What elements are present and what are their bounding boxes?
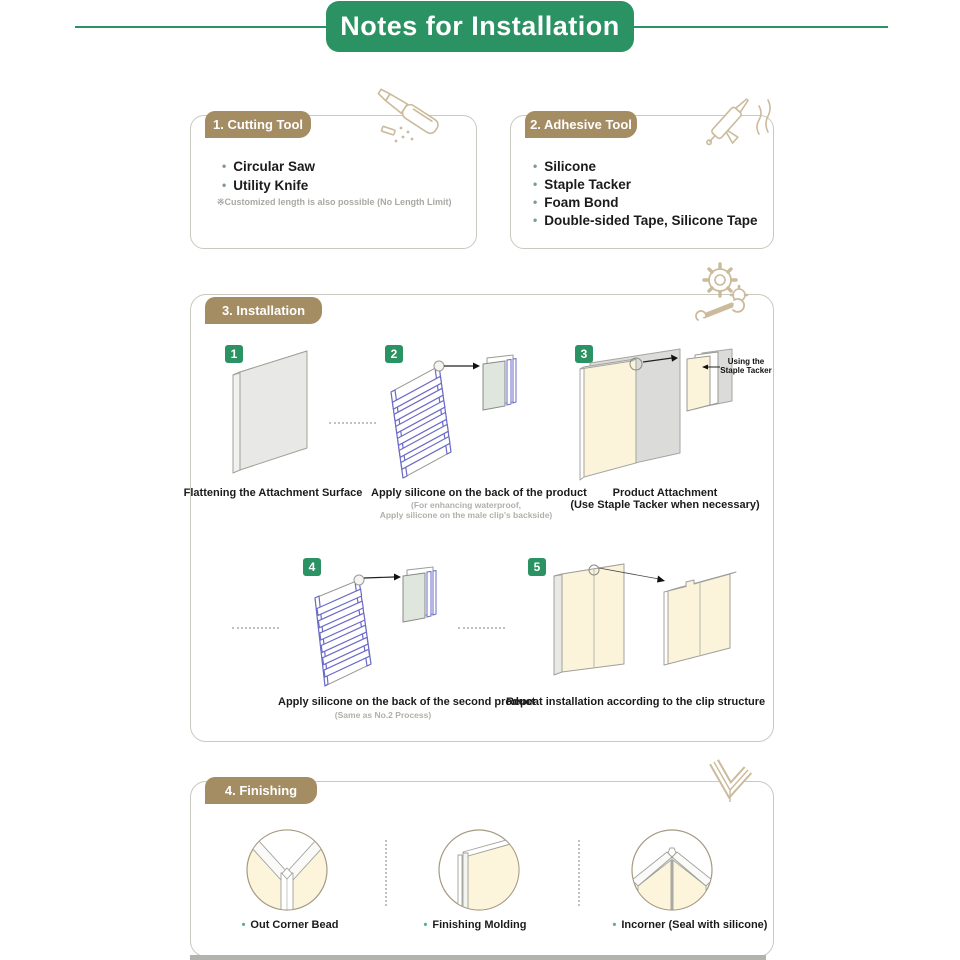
- finishing-item-incorner: • Incorner (Seal with silicone): [612, 919, 768, 931]
- cutting-note: ※Customized length is also possible (No Length Limit): [217, 197, 452, 207]
- adhesive-item-foam-bond: • Foam Bond: [533, 195, 619, 210]
- page-title: Notes for Installation: [326, 1, 634, 52]
- cropped-next-section-edge: [190, 955, 766, 960]
- step1-caption: Flattening the Attachment Surface: [183, 487, 363, 499]
- bullet-dot: •: [241, 919, 246, 931]
- installation-label: 3. Installation: [205, 297, 322, 324]
- dotted-separator: [232, 627, 279, 629]
- adhesive-item-tapes: • Double-sided Tape, Silicone Tape: [533, 213, 758, 228]
- step2-caption: Apply silicone on the back of the product: [371, 487, 587, 499]
- bullet-dot: •: [222, 178, 227, 192]
- step-number-1: 1: [225, 345, 243, 363]
- bullet-dot: •: [423, 919, 428, 931]
- step4-apply-silicone-second-diagram: [295, 560, 455, 698]
- corner-molding-icon: [700, 756, 756, 816]
- dotted-separator: [385, 840, 387, 906]
- cutting-item-utility-knife: • Utility Knife: [222, 178, 309, 193]
- bullet-dot: •: [533, 213, 538, 227]
- cutting-tool-label: 1. Cutting Tool: [205, 111, 311, 138]
- finishing-label: 4. Finishing: [205, 777, 317, 804]
- step2-subcaption-1: (For enhancing waterproof,: [410, 500, 522, 510]
- step-number-2: 2: [385, 345, 403, 363]
- dotted-separator: [578, 840, 580, 906]
- step5-repeat-installation-diagram: [540, 552, 755, 694]
- step3-caption: Product Attachment: [612, 487, 718, 499]
- gear-wrench-icon: [690, 260, 756, 324]
- finishing-item-out-corner-bead: • Out Corner Bead: [241, 919, 339, 931]
- bullet-dot: •: [612, 919, 617, 931]
- dotted-separator: [329, 422, 376, 424]
- bullet-dot: •: [533, 195, 538, 209]
- incorner-diagram: [630, 828, 714, 912]
- finishing-molding-diagram: [437, 828, 521, 912]
- silicone-gun-icon: [696, 84, 774, 154]
- step4-subcaption: (Same as No.2 Process): [334, 710, 432, 720]
- step1-flat-surface-diagram: [215, 348, 335, 483]
- step-number-5: 5: [528, 558, 546, 576]
- adhesive-item-silicone: • Silicone: [533, 159, 596, 174]
- utility-knife-icon: [368, 88, 448, 152]
- step5-caption: Repeat installation according to the clip structure: [506, 696, 766, 708]
- step-number-3: 3: [575, 345, 593, 363]
- adhesive-item-staple-tacker: • Staple Tacker: [533, 177, 631, 192]
- out-corner-bead-diagram: [245, 828, 329, 912]
- step2-apply-silicone-diagram: [383, 350, 528, 485]
- bullet-dot: •: [222, 159, 227, 173]
- bullet-dot: •: [533, 159, 538, 173]
- step-number-4: 4: [303, 558, 321, 576]
- dotted-separator: [458, 627, 505, 629]
- step2-subcaption-2: Apply silicone on the male clip's backside): [379, 510, 553, 520]
- step3-annotation: Using the Staple Tacker: [720, 357, 772, 375]
- step3-caption-2: (Use Staple Tacker when necessary): [570, 499, 760, 511]
- adhesive-tool-label: 2. Adhesive Tool: [525, 111, 637, 138]
- step4-caption: Apply silicone on the back of the second product: [278, 696, 536, 708]
- cutting-item-circular-saw: • Circular Saw: [222, 159, 315, 174]
- bullet-dot: •: [533, 177, 538, 191]
- finishing-item-finishing-molding: • Finishing Molding: [423, 919, 527, 931]
